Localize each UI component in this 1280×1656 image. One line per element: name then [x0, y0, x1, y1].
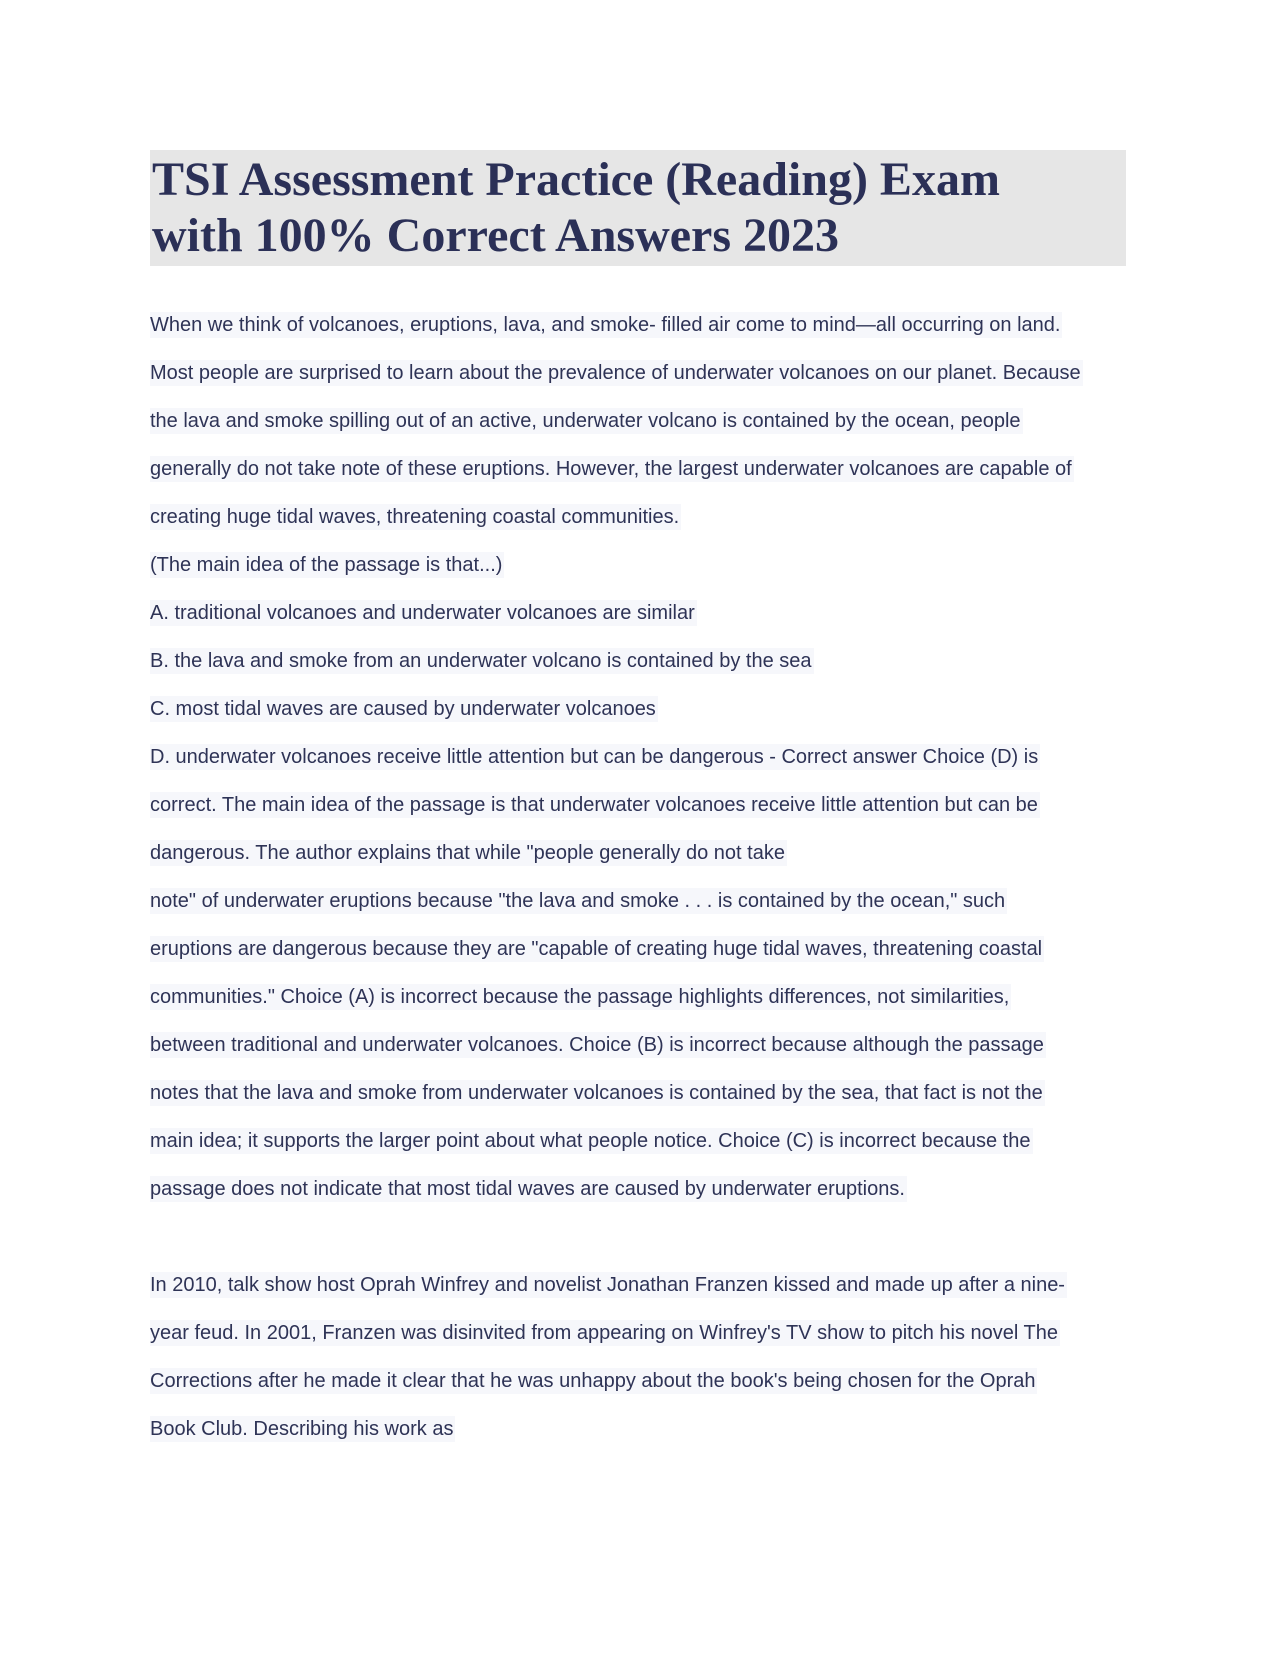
passage-2-line: year feud. In 2001, Franzen was disinvited from appearing on Winfrey's TV show to pitch his novel The	[150, 1322, 1058, 1344]
title-line-1: TSI Assessment Practice (Reading) Exam	[152, 153, 1000, 206]
passage-1-line: When we think of volcanoes, eruptions, lava, and smoke- filled air come to mind—all occurring on land.	[150, 314, 1061, 336]
document-title	[150, 150, 1126, 266]
passage-2-line: In 2010, talk show host Oprah Winfrey and novelist Jonathan Franzen kissed and made up after a nine-	[150, 1274, 1065, 1296]
explanation-line: between traditional and underwater volcanoes. Choice (B) is incorrect because although the passage	[150, 1034, 1044, 1056]
passage-1-line: creating huge tidal waves, threatening coastal communities.	[150, 506, 680, 528]
explanation-line: notes that the lava and smoke from underwater volcanoes is contained by the sea, that fact is not the	[150, 1082, 1043, 1104]
explanation-line: communities." Choice (A) is incorrect because the passage highlights differences, not similarities,	[150, 986, 1010, 1008]
explanation-line: main idea; it supports the larger point about what people notice. Choice (C) is incorrect because the	[150, 1130, 1031, 1152]
passage-1-line: generally do not take note of these eruptions. However, the largest underwater volcanoes are capable of	[150, 458, 1072, 480]
title-line-2: with 100% Correct Answers 2023	[152, 209, 840, 262]
explanation-line: note" of underwater eruptions because "the lava and smoke . . . is contained by the ocean," such	[150, 890, 1006, 912]
answer-choice-a: A. traditional volcanoes and underwater volcanoes are similar	[150, 602, 695, 624]
answer-choice-d: D. underwater volcanoes receive little attention but can be dangerous - Correct answer Choice (D) is	[150, 746, 1039, 768]
question-prompt: (The main idea of the passage is that...)	[150, 554, 503, 576]
answer-choice-c: C. most tidal waves are caused by underwater volcanoes	[150, 698, 656, 720]
explanation-line: passage does not indicate that most tidal waves are caused by underwater eruptions.	[150, 1178, 905, 1200]
answer-choice-b: B. the lava and smoke from an underwater volcano is contained by the sea	[150, 650, 812, 672]
explanation-line: eruptions are dangerous because they are "capable of creating huge tidal waves, threatening coastal	[150, 938, 1043, 960]
explanation-line: dangerous. The author explains that while "people generally do not take	[150, 842, 785, 864]
passage-2-line: Corrections after he made it clear that he was unhappy about the book's being chosen for the Oprah	[150, 1370, 1036, 1392]
passage-1-line: the lava and smoke spilling out of an active, underwater volcano is contained by the ocean, people	[150, 410, 1021, 432]
passage-1-line: Most people are surprised to learn about the prevalence of underwater volcanoes on our planet. Because	[150, 362, 1081, 384]
passage-2-line: Book Club. Describing his work as	[150, 1418, 454, 1440]
explanation-line: correct. The main idea of the passage is that underwater volcanoes receive little attention but can be	[150, 794, 1038, 816]
